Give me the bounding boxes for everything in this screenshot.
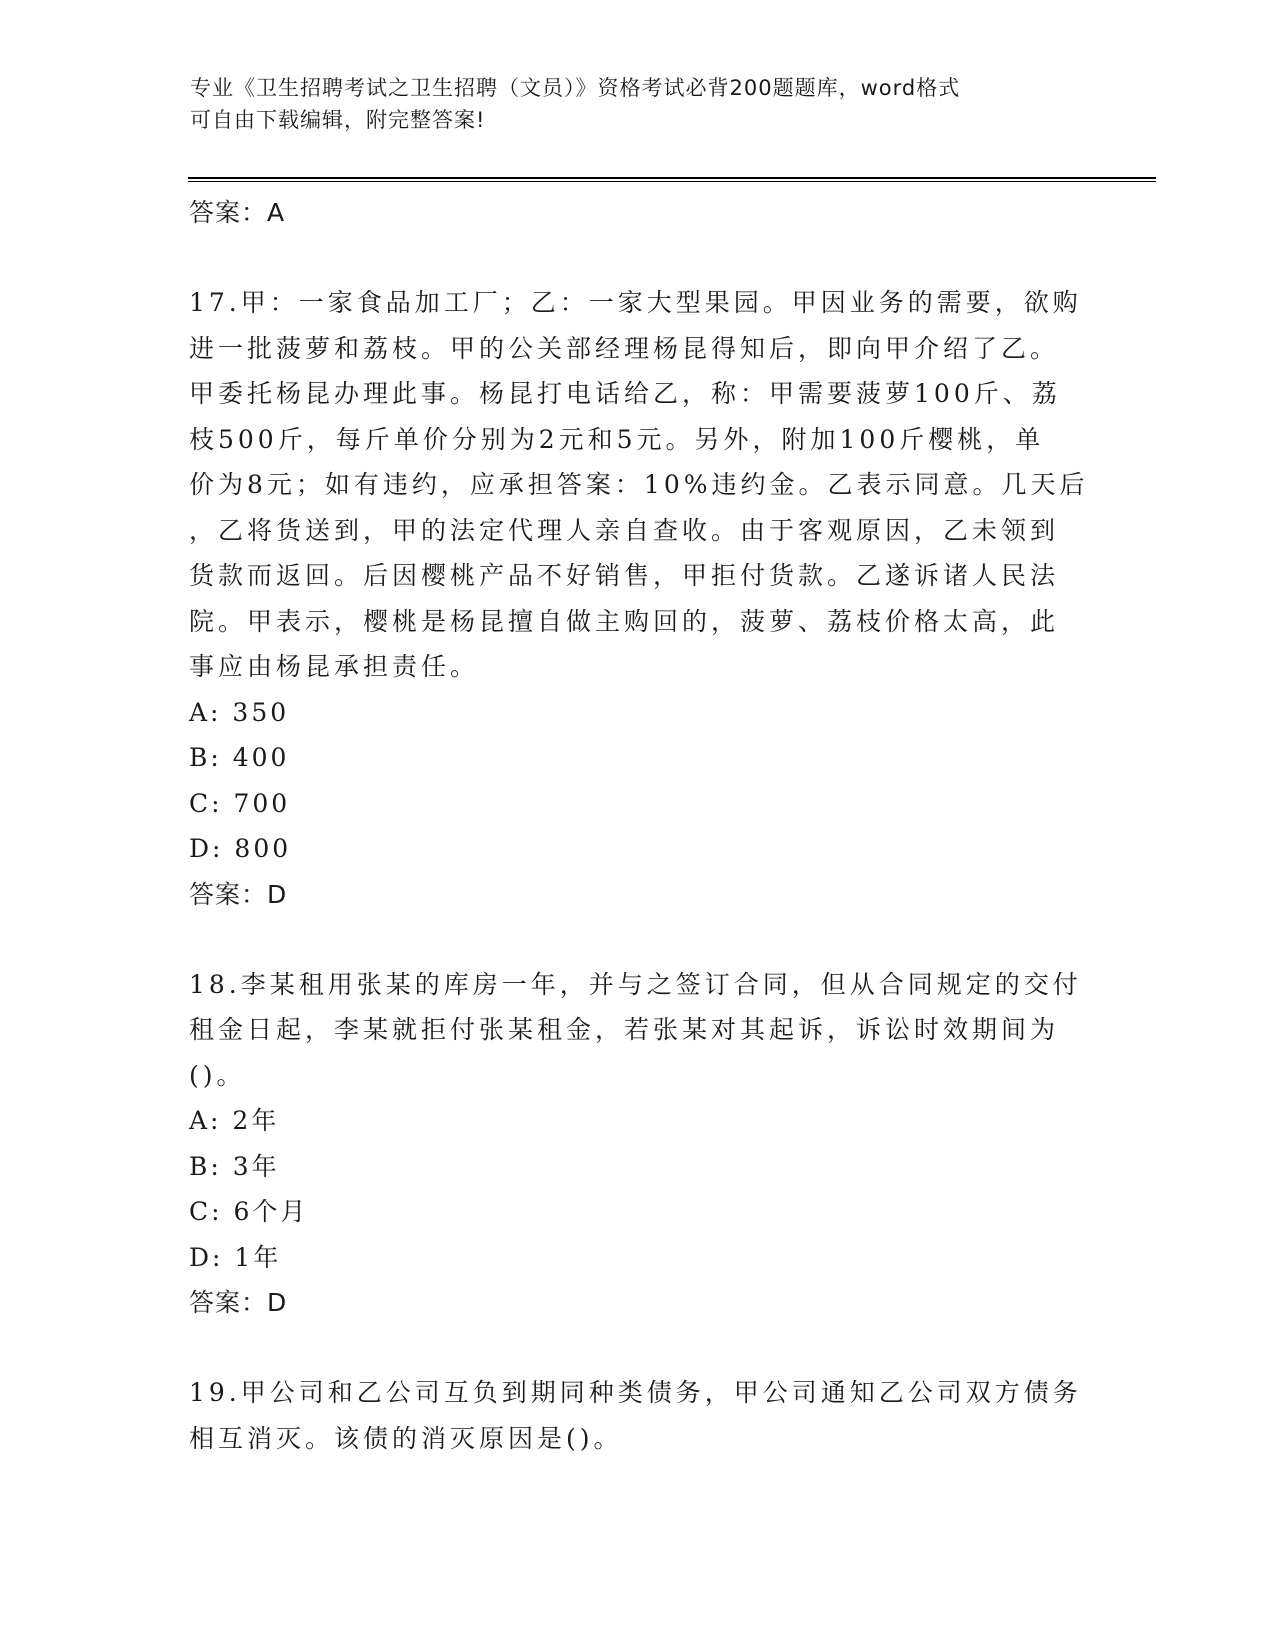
question-text-line: 枝500斤，每斤单价分别为2元和5元。另外，附加100斤樱桃，单 bbox=[189, 424, 1045, 454]
question-18 bbox=[189, 962, 1089, 1099]
question-text-line: ()。 bbox=[189, 1060, 246, 1090]
question-text-line: 价为8元；如有违约，应承担答案：10%违约金。乙表示同意。几天后 bbox=[189, 470, 1089, 499]
option-c: C: 700 bbox=[189, 788, 291, 818]
question-number: 18. bbox=[189, 969, 241, 999]
option-a: A: 350 bbox=[189, 697, 290, 727]
question-text-line: 院。甲表示，樱桃是杨昆擅自做主购回的，菠萝、荔枝价格太高，此 bbox=[189, 606, 1060, 636]
option-d: D: 1年 bbox=[189, 1242, 282, 1272]
question-text-line: 货款而返回。后因樱桃产品不好销售，甲拒付货款。乙遂诉诸人民法 bbox=[189, 561, 1060, 590]
question-text-line: 事应由杨昆承担责任。 bbox=[189, 652, 480, 681]
option-d: D: 800 bbox=[189, 834, 292, 863]
document-header bbox=[190, 72, 1070, 136]
header-line-2: 可自由下载编辑，附完整答案! bbox=[190, 108, 486, 132]
answer-line: 答案：A bbox=[189, 198, 286, 227]
question-text-line: 19.甲公司和乙公司互负到期同种类债务，甲公司通知乙公司双方债务 bbox=[189, 1378, 1082, 1407]
question-text-line: ，乙将货送到，甲的法定代理人亲自查收。由于客观原因，乙未领到 bbox=[189, 515, 1060, 545]
option-a: A: 2年 bbox=[189, 1106, 280, 1135]
question-text-line: 18.李某租用张某的库房一年，并与之签订合同，但从合同规定的交付 bbox=[189, 969, 1082, 999]
question-text-line: 租金日起，李某就拒付张某租金，若张某对其起诉，诉讼时效期间为 bbox=[189, 1015, 1060, 1044]
question-19 bbox=[189, 1370, 1089, 1461]
question-text-line: 相互消灭。该债的消灭原因是()。 bbox=[189, 1423, 623, 1453]
option-b: B: 400 bbox=[189, 743, 290, 772]
question-text-line: 17.甲：一家食品加工厂；乙：一家大型果园。甲因业务的需要，欲购 bbox=[189, 288, 1082, 317]
option-b: B: 3年 bbox=[189, 1151, 280, 1181]
header-divider bbox=[188, 177, 1156, 179]
question-number: 17. bbox=[189, 288, 241, 317]
question-17 bbox=[189, 280, 1089, 690]
document-body bbox=[189, 190, 1089, 1461]
option-c: C: 6个月 bbox=[189, 1197, 309, 1226]
question-number: 19. bbox=[189, 1378, 241, 1407]
answer-line: 答案：D bbox=[189, 879, 288, 909]
question-text-line: 甲委托杨昆办理此事。杨昆打电话给乙，称：甲需要菠萝100斤、荔 bbox=[189, 379, 1061, 408]
answer-line: 答案：D bbox=[189, 1288, 288, 1317]
question-text-line: 进一批菠萝和荔枝。甲的公关部经理杨昆得知后，即向甲介绍了乙。 bbox=[189, 333, 1060, 363]
header-divider-thin bbox=[188, 181, 1156, 182]
header-line-1: 专业《卫生招聘考试之卫生招聘（文员）》资格考试必背200题题库，word格式 bbox=[190, 76, 961, 100]
